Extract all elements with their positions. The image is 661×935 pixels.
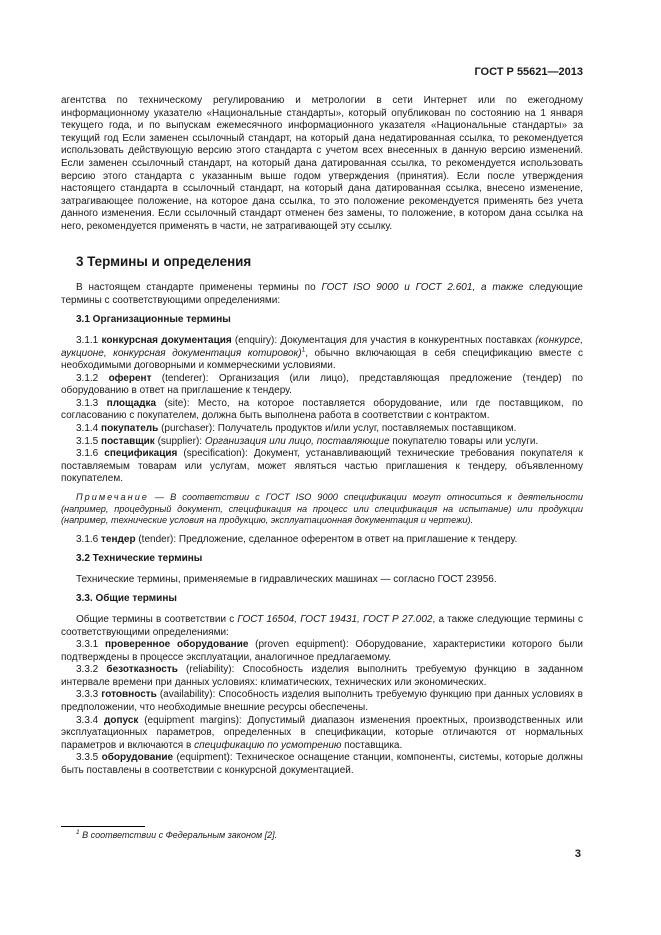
term-english: (purchaser): <box>158 423 218 435</box>
intro-text-2: и <box>398 282 416 294</box>
term-definition-cont: поставщика. <box>341 739 403 751</box>
intro-text-cont: , а также следующие термины с соответствующими определениями: <box>61 613 584 638</box>
term-number: 3.1.6 <box>76 448 105 460</box>
term-3-3-2 <box>61 664 583 689</box>
term-english: (equipment): <box>173 752 236 764</box>
term-definition: Место, на которое поставляется оборудование, или где поставщиком, по согласованию с покупателем, должна быть выполнена работа в соответствии с контрактом. <box>61 397 583 422</box>
term-definition: покупателю товары или услуги. <box>389 435 539 447</box>
term-definition: Предложение, сделанное оферентом в ответ на приглашение к тендеру. <box>178 533 518 545</box>
term-english: (availability): <box>156 689 219 701</box>
subsection-3-2-text: Технические термины, применяемые в гидравлических машинах — согласно ГОСТ 23956. <box>76 573 497 585</box>
term-name: готовность <box>101 689 157 701</box>
term-3-1-3 <box>61 398 583 423</box>
page-number: 3 <box>574 848 581 860</box>
term-name: покупатель <box>101 423 159 435</box>
note-text: — В соответствии с ГОСТ ISO 9000 спецификации могут относиться к деятельности (например, процедурный документ, спецификация на процесс или спецификация на испытание) или продукции (например, технические условия на продукцию, эксплуатационная документация и чертежи). <box>61 492 583 526</box>
term-number: 3.3.5 <box>76 752 102 764</box>
term-number: 3.1.5 <box>76 435 102 447</box>
intro-text-1: В настоящем стандарте применены термины по <box>76 282 322 294</box>
note-label: Примечание <box>76 492 149 503</box>
term-name: конкурсная документация <box>101 334 232 346</box>
term-number: 3.3.2 <box>76 664 107 676</box>
term-definition: Получатель продуктов и/или услуг, поставляемых поставщиком. <box>217 423 517 435</box>
term-definition: Техническое оснащение станции, компоненты, системы, которые должны быть поставлены в соответствии с конкурсной документацией. <box>61 752 583 777</box>
term-number: 3.1.2 <box>76 372 109 384</box>
intro-ref-1: ГОСТ ISO 9000 <box>321 282 399 294</box>
term-3-3-4 <box>61 715 583 753</box>
term-english: (enquiry): <box>231 334 281 346</box>
subsection-title-3-1: 3.1 Организационные термины <box>76 314 231 326</box>
term-3-1-6 <box>61 448 583 486</box>
section-intro <box>61 282 583 307</box>
footnote-number: 1 <box>76 829 80 836</box>
term-number: 3.1.4 <box>76 423 102 435</box>
term-3-1-5 <box>61 436 583 449</box>
term-english: (specification): <box>177 448 254 460</box>
term-definition: Документация для участия в конкурентных поставках <box>280 334 536 346</box>
term-number: 3.1.3 <box>76 397 107 409</box>
term-name: допуск <box>104 714 139 726</box>
footnote-text: В соответствии с Федеральным законом [2]. <box>79 830 278 840</box>
term-definition-cont: , обычно включающая в себя спецификацию вместе с необходимыми договорными и коммерческими условиями. <box>61 347 583 372</box>
intro-text-4: следующие термины с соответствующими определениями: <box>61 282 583 306</box>
term-number: 3.3.4 <box>76 714 105 726</box>
term-number: 3.3.3 <box>76 689 102 701</box>
footnote-divider <box>61 826 145 827</box>
term-3-3-5 <box>61 752 583 777</box>
term-name: оферент <box>108 372 152 384</box>
term-name: проверенное оборудование <box>104 639 249 651</box>
term-number: 3.3.1 <box>76 639 105 651</box>
term-definition: Организация (или лицо), представляющая предложение (тендер) по оборудованию в ответ на приглашение к тендеру. <box>61 372 583 397</box>
term-english: (equipment margins): <box>138 714 248 726</box>
term-definition-italic: Организация или лицо, поставляющие <box>204 435 390 447</box>
term-name: безотказность <box>106 664 178 676</box>
intro-ref-2: ГОСТ 2.601 <box>415 282 473 294</box>
term-definition: Документ, устанавливающий технические требования покупателя к поставляемым товарам или услугам, может являться частью приглашения к тендеру, объявленному покупателем. <box>61 448 583 485</box>
footnote-marker: 1 <box>301 346 306 354</box>
term-definition-italic: спецификацию по усмотрению <box>194 739 342 751</box>
subsection-title-3-2: 3.2 Технические термины <box>76 553 203 565</box>
term-name: оборудование <box>101 752 174 764</box>
term-name: площадка <box>106 397 157 409</box>
term-name: поставщик <box>101 435 155 447</box>
term-english: (site): <box>156 397 198 409</box>
page-content <box>61 95 583 778</box>
term-number: 3.1.6 <box>76 533 102 545</box>
term-english: (supplier): <box>154 435 205 447</box>
subsection-title-3-3: 3.3. Общие термины <box>76 593 177 605</box>
intro-text: Общие термины в соответствии с <box>76 613 238 625</box>
term-3-1-1 <box>61 335 583 373</box>
document-id: ГОСТ Р 55621—2013 <box>474 66 583 78</box>
term-3-1-2 <box>61 373 583 398</box>
term-3-3-1 <box>61 639 583 664</box>
footnote <box>76 830 277 840</box>
term-name: спецификация <box>104 448 178 460</box>
term-definition: Способность изделия выполнить требуемую функцию в заданном интервале времени при данных условиях: климатических, технических или экономических. <box>61 664 583 688</box>
term-definition-italic: (конкурсе, аукционе, конкурсная документация котировок) <box>61 334 583 359</box>
intro-refs: ГОСТ 16504, ГОСТ 19431, ГОСТ Р 27.002 <box>237 613 433 625</box>
section-title: 3 Термины и определения <box>76 253 252 269</box>
term-definition: Допустимый диапазон изменения проектных, производственных или эксплуатационных параметров, определенных в спецификации, которые отличаются от нормальных параметров и включаются в <box>61 714 583 751</box>
subsection-3-3-intro <box>61 614 583 639</box>
term-number: 3.1.1 <box>76 334 102 346</box>
intro-text-3: , а также <box>472 282 524 294</box>
term-3-1-4 <box>61 423 583 436</box>
term-definition: Оборудование, характеристики которого были подтверждены в процессе эксплуатации, аналогичное предлагаемому. <box>61 639 583 663</box>
term-english: (tenderer): <box>151 372 219 384</box>
term-definition: Способность изделия выполнить требуемую функцию при данных условиях в предположении, что необходимые внешние ресурсы обеспечены. <box>61 689 583 714</box>
term-3-1-6-tender <box>61 534 583 547</box>
term-english: (proven equipment): <box>248 639 356 651</box>
term-english: (reliability): <box>177 664 243 676</box>
note <box>61 492 583 527</box>
term-name: тендер <box>101 533 136 545</box>
intro-paragraph: агентства по техническому регулированию и метрологии в сети Интернет или по ежегодному информационному указателю «Национальные стандарты», который опубликован по состоянию на 1 января текущего года, и по выпускам ежемесячного информационного указателя «Национальные стандарты» за текущий год Если заменен ссылочный стандарт, на который дана недатированная ссылка, то рекомендуется использовать действующую версию этого стандарта с учетом всех внесенных в данную версию изменений. Если заменен ссылочный стандарт, на который дана датированная ссылка, то рекомендуется использовать версию этого стандарта с указанным выше годом утверждения (принятия). Если после утверждения настоящего стандарта в ссылочный стандарт, на который дана датированная ссылка, внесено изменение, затрагивающее положение, на которое дана ссылка, то это положение рекомендуется применять без учета данного изменения. Если ссылочный стандарт отменен без замены, то положение, в котором дана ссылка на него, рекомендуется применять в части, не затрагивающей эту ссылку. <box>61 95 583 232</box>
term-english: (tender): <box>135 533 179 545</box>
term-3-3-3 <box>61 689 583 714</box>
